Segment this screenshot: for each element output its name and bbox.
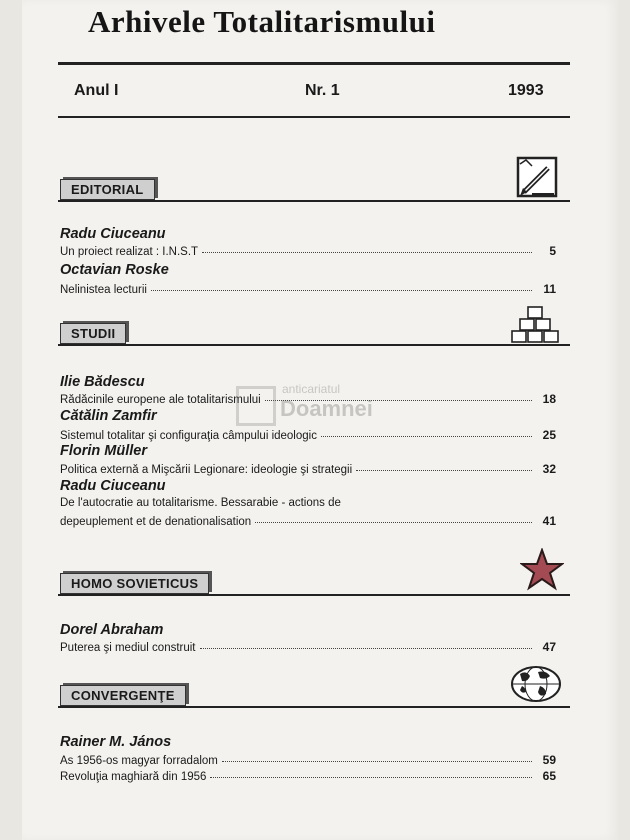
author-name: Octavian Roske [60,262,169,278]
issue-number: Nr. 1 [305,82,340,99]
section-rule [58,344,570,346]
entry-title: Un proiect realizat : I.N.S.T [60,246,199,258]
issue-year-label: Anul I [74,82,119,99]
page-number: 47 [542,640,556,654]
section-rule [58,200,570,202]
author-name: Radu Ciuceanu [60,226,166,242]
entry-title-line: De l'autocratie au totalitarisme. Bessarabie - actions de [60,497,341,509]
entry-title: depeuplement et de denationalisation [60,516,252,528]
author-name: Radu Ciuceanu [60,478,166,494]
page-number: 65 [542,769,556,783]
page-number: 25 [542,428,556,442]
section-homo-sovieticus [58,570,570,600]
page-number: 59 [542,753,556,767]
entry-title: As 1956-os magyar forradalom [60,755,218,767]
section-rule [58,706,570,708]
watermark-line2: Doamnei [280,396,373,421]
entry-title: Politica externă a Mişcării Legionare: ideologie şi strategii [60,464,353,476]
issue-year: 1993 [508,82,544,99]
blocks-icon [510,305,562,345]
toc-entry [60,244,556,258]
toc-entry [60,514,556,528]
journal-title: Arhivele Totalitarismului [88,4,436,39]
entry-title: Puterea şi mediul construit [60,642,196,654]
section-label: STUDII [60,323,126,344]
author-name: Dorel Abraham [60,622,164,638]
page-number: 41 [542,514,556,528]
author-name: Florin Müller [60,443,147,459]
toc-entry [60,462,556,476]
section-label: HOMO SOVIETICUS [60,573,209,594]
entry-title: Revoluţia maghiară din 1956 [60,771,207,783]
globe-icon [510,664,562,704]
author-name: Ilie Bădescu [60,374,145,390]
entry-title: Rădăcinile europene ale totalitarismului [60,394,261,406]
section-label: CONVERGENŢE [60,685,186,706]
pencil-icon [512,152,560,200]
star-icon [520,548,564,592]
section-editorial [58,176,570,206]
toc-entry [60,640,556,654]
section-studii [58,320,570,350]
entry-title: Sistemul totalitar şi configuraţia câmpului ideologic [60,430,317,442]
watermark [236,382,386,428]
entry-title: Nelinistea lecturii [60,284,147,296]
header-rule-bottom [58,116,570,118]
toc-entry [60,428,556,442]
watermark-logo [236,386,276,426]
author-name: Cătălin Zamfir [60,408,157,424]
header-rule-top [58,62,570,65]
page-number: 5 [549,244,556,258]
toc-entry [60,282,556,296]
page-number: 32 [542,462,556,476]
toc-entry [60,753,556,767]
toc-entry [60,769,556,783]
page-number: 18 [542,392,556,406]
section-rule [58,594,570,596]
section-convergente [58,682,570,712]
watermark-line1: anticariatul [282,382,341,396]
author-name: Rainer M. János [60,734,172,750]
section-label: EDITORIAL [60,179,155,200]
page-number: 11 [543,282,556,296]
